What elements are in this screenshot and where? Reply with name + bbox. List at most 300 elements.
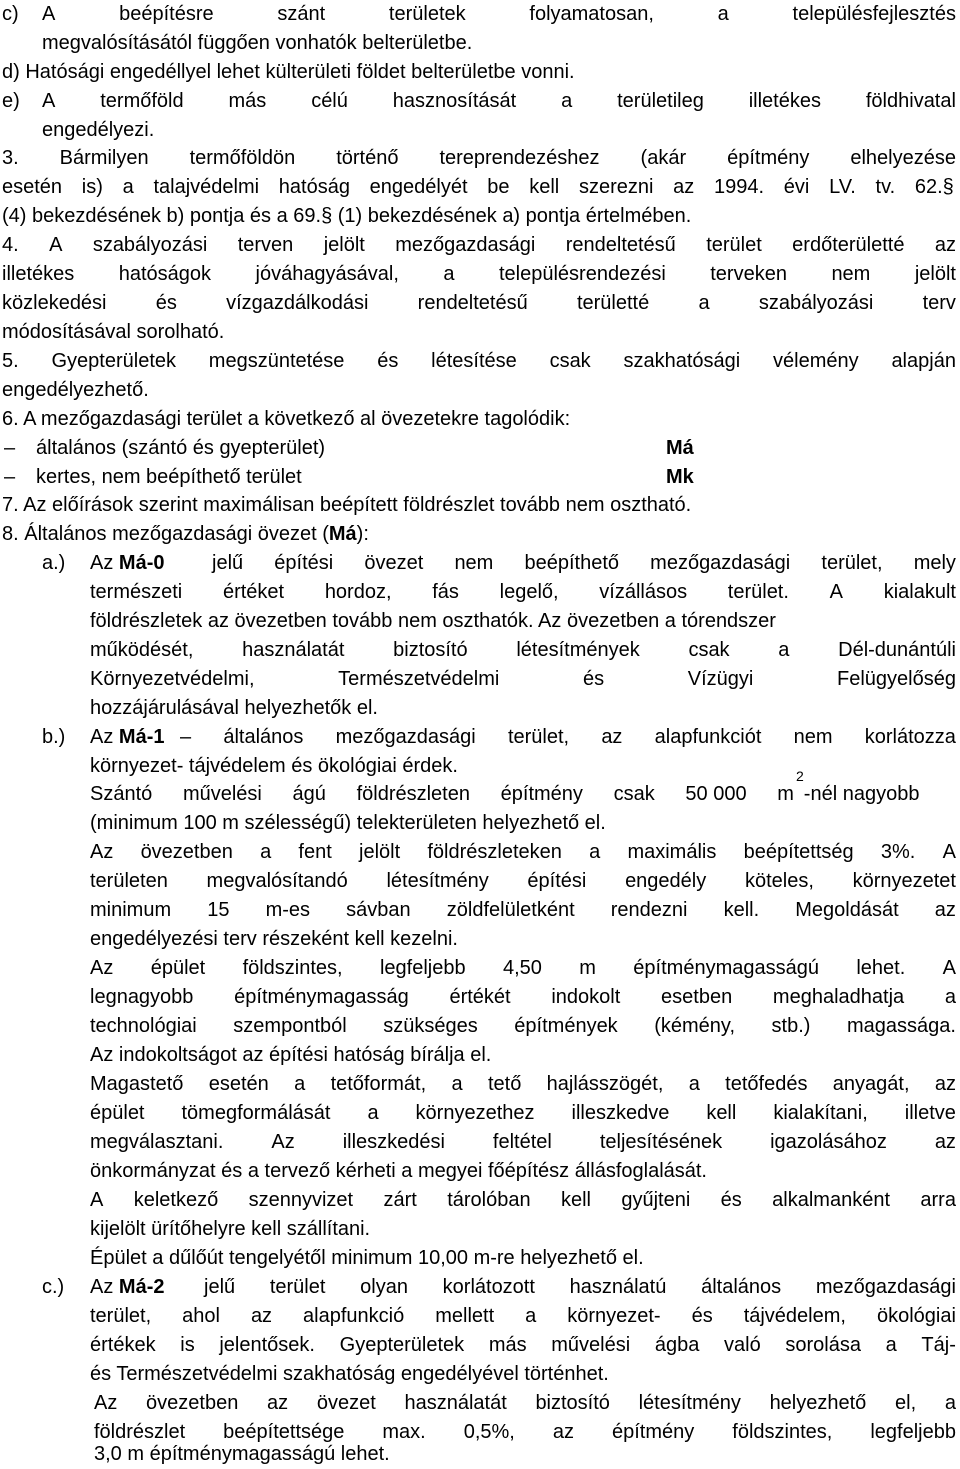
- word: jóváhagyásával,: [255, 263, 399, 285]
- text-line: módosításával sorolható.: [2, 321, 225, 343]
- word: terület,: [507, 726, 570, 748]
- word: hasznosítását: [392, 90, 517, 112]
- text-line: megvalósításától függően vonhatók belterületbe.: [42, 32, 473, 54]
- word: övezetben: [146, 1392, 239, 1414]
- justified-words: [2, 231, 956, 260]
- word: 3.: [2, 147, 19, 169]
- superscript: 2: [796, 768, 804, 784]
- word: más: [488, 1334, 527, 1356]
- word: mezőgazdasági: [650, 552, 791, 574]
- word: mezőgazdasági: [335, 726, 476, 748]
- word: 4.: [2, 234, 19, 256]
- word: terület,: [821, 552, 883, 574]
- word: lehet.: [856, 957, 906, 979]
- text-line: engedélyezhető.: [2, 379, 149, 401]
- word: az: [934, 899, 956, 921]
- word: a: [944, 1392, 956, 1414]
- word: szerezni: [578, 176, 654, 198]
- word: 15: [207, 899, 230, 921]
- justified-words: [2, 144, 956, 173]
- word: építmények: [514, 1015, 618, 1037]
- word: az: [934, 234, 956, 256]
- word: m: [579, 957, 596, 979]
- word: A: [42, 3, 56, 25]
- word: Felügyelőség: [836, 668, 956, 690]
- word: területen: [90, 870, 168, 892]
- justified-words: [90, 1186, 956, 1215]
- word: meghaladhatja: [772, 986, 905, 1008]
- word: jelölt: [359, 841, 401, 863]
- word: építési: [274, 552, 334, 574]
- text-line: [0, 838, 960, 867]
- word: LV.: [829, 176, 856, 198]
- word: A: [90, 1189, 104, 1211]
- word: Szántó: [90, 783, 153, 805]
- word: 50 000: [685, 783, 747, 805]
- text-line: [0, 0, 960, 29]
- justified-words: [2, 347, 956, 376]
- justified-words: [90, 867, 956, 896]
- word: engedélyét: [369, 176, 468, 198]
- word: megválasztani.: [90, 1131, 224, 1153]
- text-line: [0, 231, 960, 260]
- text-line: [0, 173, 960, 202]
- word: építési: [527, 870, 587, 892]
- word: földszintes,: [242, 957, 343, 979]
- word: max.: [382, 1421, 426, 1443]
- word: termőföldön: [189, 147, 296, 169]
- word: csak: [549, 350, 591, 372]
- word: jelű: [204, 1276, 236, 1298]
- word: 5.: [2, 350, 19, 372]
- word: csak: [688, 639, 730, 661]
- text-line: a.) Az Má-0 jelű építési övezet nem beépíthető mezőgazdasági terület, mely: [0, 549, 960, 578]
- word: legfeljebb: [379, 957, 466, 979]
- word: szánt: [277, 3, 326, 25]
- word: használatú: [569, 1276, 667, 1298]
- word: létesítése: [431, 350, 517, 372]
- word: vízgazdálkodási: [226, 292, 369, 314]
- word: igazolásához: [770, 1131, 887, 1153]
- word: földrészlet: [94, 1421, 186, 1443]
- word: létesítmény: [386, 870, 489, 892]
- word: a: [525, 1305, 537, 1327]
- word: ökológiai: [876, 1305, 956, 1327]
- word: övezetben: [140, 841, 233, 863]
- text-line: engedélyezi.: [42, 119, 155, 141]
- word: beépítésre: [119, 3, 214, 25]
- word: esetben: [661, 986, 733, 1008]
- text-line: környezet- tájvédelem és ökológiai érdek.: [90, 755, 458, 777]
- justified-words: [90, 1302, 956, 1331]
- word: szennyvizet: [248, 1189, 354, 1211]
- word: tömegformálását: [181, 1102, 331, 1124]
- dash-bullet: –: [4, 437, 16, 459]
- list-marker: c): [2, 3, 19, 25]
- word: erdőterületté: [792, 234, 905, 256]
- text-line: [0, 636, 960, 665]
- text-line: 6. A mezőgazdasági terület a következő al övezetekre tagolódik:: [2, 408, 571, 430]
- text-line: [0, 1331, 960, 1360]
- word: és: [582, 668, 605, 690]
- text-line: engedélyezési terv részeként kell kezelni.: [90, 928, 458, 950]
- word: 62.§: [914, 176, 954, 198]
- word: településfejlesztés: [792, 3, 956, 25]
- word: A: [942, 841, 956, 863]
- word: az: [673, 176, 695, 198]
- word: a: [443, 263, 455, 285]
- word: sorolása: [785, 1334, 861, 1356]
- word: folyamatosan,: [529, 3, 654, 25]
- word: vízállásos: [599, 581, 688, 603]
- text-line: 3,0 m építménymagasságú lehet.: [94, 1443, 390, 1465]
- justified-words: [42, 0, 956, 29]
- justified-words: [42, 87, 956, 116]
- text-line: [0, 867, 960, 896]
- word: tetőfedés: [725, 1073, 808, 1095]
- word: a: [885, 1334, 897, 1356]
- word: Környezetvédelmi,: [90, 668, 255, 690]
- word: terület: [269, 1276, 326, 1298]
- word: A: [829, 581, 843, 603]
- word: nem: [454, 552, 494, 574]
- word: (kémény,: [654, 1015, 735, 1037]
- word: létesítmények: [516, 639, 640, 661]
- word: közlekedési: [2, 292, 107, 314]
- word: környezethez: [415, 1102, 535, 1124]
- word: magassága.: [847, 1015, 956, 1037]
- text-line: [0, 347, 960, 376]
- word: terv: [922, 292, 956, 314]
- word: földrészleten: [356, 783, 470, 805]
- word: anyagát,: [832, 1073, 910, 1095]
- word: tető: [487, 1073, 522, 1095]
- word: nem: [793, 726, 833, 748]
- word: A: [49, 234, 63, 256]
- text-line: b.) Az Má-1 – általános mezőgazdasági terület, az alapfunkciót nem korlátozza: [0, 723, 960, 752]
- text-line: Épület a dűlőút tengelyétől minimum 10,00 m-re helyezhető el.: [90, 1247, 644, 1269]
- word: használatát: [404, 1392, 507, 1414]
- word: szükséges: [383, 1015, 478, 1037]
- word: a: [260, 841, 272, 863]
- word: illetve: [904, 1102, 956, 1124]
- text-line: [0, 260, 960, 289]
- word: kell: [706, 1102, 737, 1124]
- word: alapfunkció: [303, 1305, 405, 1327]
- justified-words: [90, 838, 956, 867]
- word: teljesítésének: [599, 1131, 723, 1153]
- word: elhelyezése: [850, 147, 956, 169]
- justified-words: [2, 173, 954, 202]
- text-line: [0, 1389, 960, 1418]
- justified-words: [2, 289, 956, 318]
- word: az: [267, 1392, 289, 1414]
- word: területek: [388, 3, 466, 25]
- text-line: [0, 1012, 960, 1041]
- list-marker: c.): [42, 1276, 65, 1298]
- word: művelési: [551, 1334, 631, 1356]
- word: a: [698, 292, 710, 314]
- word: a: [451, 1073, 463, 1095]
- word: jelölt: [323, 234, 365, 256]
- text-line: c.) Az Má-2 jelű terület olyan korlátozott használatú általános mezőgazdasági: [0, 1273, 960, 1302]
- word: környezet-: [567, 1305, 661, 1327]
- word: a: [717, 3, 729, 25]
- word: kialakítani,: [773, 1102, 868, 1124]
- justified-words: [90, 1331, 956, 1360]
- text-line: (minimum 100 m szélességű) telekterületen helyezhető el.: [90, 812, 606, 834]
- word: biztosító: [393, 639, 468, 661]
- word: be: [487, 176, 510, 198]
- word: vélemény: [773, 350, 859, 372]
- word: zárt: [383, 1189, 417, 1211]
- text-line: 7. Az előírások szerint maximálisan beépített földrészlet tovább nem osztható.: [2, 494, 692, 516]
- text-line: hozzájárulásával helyezhetők el.: [90, 697, 378, 719]
- justified-words: [94, 1389, 956, 1418]
- word: Az: [271, 1131, 295, 1153]
- justified-words: [90, 983, 956, 1012]
- justified-words: [90, 1099, 956, 1128]
- list-marker: e): [2, 90, 20, 112]
- word: Gyepterületek: [51, 350, 176, 372]
- word: mezőgazdasági: [395, 234, 536, 256]
- word: hordoz,: [324, 581, 392, 603]
- word: és: [691, 1305, 713, 1327]
- word: nem: [831, 263, 871, 285]
- word: szakhatósági: [623, 350, 741, 372]
- word: 3%.: [880, 841, 916, 863]
- word: a: [561, 90, 573, 112]
- word: földrészleteken: [427, 841, 562, 863]
- word: Vízügyi: [687, 668, 754, 690]
- word: beépíthető: [524, 552, 620, 574]
- word: Természetvédelmi: [338, 668, 500, 690]
- zone-row: – kertes, nem beépíthető terület Mk: [0, 463, 960, 492]
- word: zöldfelületként: [446, 899, 575, 921]
- word: építmény: [500, 783, 583, 805]
- word: terveken: [710, 263, 787, 285]
- text-line: [0, 289, 960, 318]
- word: történő: [336, 147, 399, 169]
- word: esetén: [208, 1073, 269, 1095]
- word: értékét: [449, 986, 511, 1008]
- word: terven: [237, 234, 294, 256]
- word: szabályozási: [92, 234, 208, 256]
- word: Gyepterületek: [339, 1334, 465, 1356]
- word: az: [250, 1305, 273, 1327]
- word: 0,5%,: [463, 1421, 515, 1443]
- word: talajvédelmi: [153, 176, 260, 198]
- word: mely: [913, 552, 956, 574]
- text-line: [0, 665, 960, 694]
- word: a: [589, 841, 601, 863]
- word: jelentősek.: [219, 1334, 315, 1356]
- text-line: [0, 954, 960, 983]
- word: keletkező: [133, 1189, 219, 1211]
- word: övezet: [316, 1392, 376, 1414]
- text-line: d) Hatósági engedéllyel lehet külterületi földet belterületbe vonni.: [2, 61, 575, 83]
- word: az: [934, 1131, 956, 1153]
- word: az: [934, 1073, 956, 1095]
- word: tv.: [875, 176, 896, 198]
- word: általános: [701, 1276, 782, 1298]
- word: legnagyobb: [90, 986, 194, 1008]
- word: stb.): [771, 1015, 811, 1037]
- word: korlátozza: [864, 726, 956, 748]
- word: engedély: [625, 870, 707, 892]
- dash-bullet: –: [4, 466, 16, 488]
- text-line: [0, 1099, 960, 1128]
- word: szabályozási: [758, 292, 874, 314]
- word: feltétel: [492, 1131, 552, 1153]
- word: terület,: [90, 1305, 152, 1327]
- word: területté: [576, 292, 650, 314]
- word: Magastető: [90, 1073, 184, 1095]
- word: épület: [150, 957, 206, 979]
- word: hatóságok: [118, 263, 212, 285]
- word: –: [180, 726, 192, 748]
- word: jelölt: [914, 263, 956, 285]
- word: működését,: [90, 639, 194, 661]
- word: földhivatal: [865, 90, 956, 112]
- word: megvalósítandó: [206, 870, 348, 892]
- word: rendeltetésű: [565, 234, 676, 256]
- text-line: [0, 983, 960, 1012]
- word: építménymagasságú: [633, 957, 819, 979]
- word: kell: [560, 1189, 591, 1211]
- word: tereprendezéshez: [439, 147, 600, 169]
- word: Táj-: [921, 1334, 956, 1356]
- text-line: Az indokoltságot az építési hatóság bírálja el.: [90, 1044, 492, 1066]
- justified-words: [90, 578, 956, 607]
- word: illeszkedve: [571, 1102, 670, 1124]
- word: kialakult: [883, 581, 956, 603]
- justified-words: [90, 1012, 956, 1041]
- word: a: [944, 986, 956, 1008]
- justified-words: [90, 954, 956, 983]
- word: hajlásszögét,: [546, 1073, 664, 1095]
- word: technológiai: [90, 1015, 197, 1037]
- zone-code: Mk: [666, 466, 694, 488]
- word: épület: [90, 1102, 145, 1124]
- word: illetékes: [748, 90, 821, 112]
- word: (akár: [640, 147, 687, 169]
- word: fás: [432, 581, 459, 603]
- justified-words: [90, 1070, 956, 1099]
- word: és: [155, 292, 177, 314]
- word: építmény: [727, 147, 810, 169]
- word: illeszkedési: [342, 1131, 445, 1153]
- text-line: [0, 1186, 960, 1215]
- word: természeti: [90, 581, 183, 603]
- list-marker: a.): [42, 552, 66, 574]
- word: ágú: [292, 783, 326, 805]
- word: rendezni: [610, 899, 688, 921]
- list-marker: b.): [42, 726, 66, 748]
- word: a: [294, 1073, 306, 1095]
- word: más: [228, 90, 267, 112]
- word: termőföld: [100, 90, 184, 112]
- word: ahol: [182, 1305, 220, 1327]
- word: m: [777, 783, 794, 805]
- word: jelű: [212, 552, 244, 574]
- word: mellett: [435, 1305, 495, 1327]
- word: évi: [783, 176, 810, 198]
- word: értékek: [90, 1334, 156, 1356]
- word: illetékes: [2, 263, 75, 285]
- text-line: (4) bekezdésének b) pontja és a 69.§ (1) bekezdésének a) pontja értelmében.: [2, 205, 692, 227]
- justified-words: [2, 260, 956, 289]
- word: maximális: [627, 841, 717, 863]
- word: terület: [706, 234, 762, 256]
- word: környezetet: [852, 870, 956, 892]
- text-line: és Természetvédelmi szakhatóság engedélyével történhet.: [90, 1363, 609, 1385]
- word: gyűjteni: [621, 1189, 691, 1211]
- word: fent: [298, 841, 332, 863]
- word: Dél-dunántúli: [838, 639, 956, 661]
- word: alkalmanként: [772, 1189, 891, 1211]
- word: kell.: [723, 899, 760, 921]
- word: földszintes,: [732, 1421, 833, 1443]
- word: olyan: [360, 1276, 408, 1298]
- word: arra: [920, 1189, 956, 1211]
- word: legfeljebb: [870, 1421, 956, 1443]
- text-line: [0, 1128, 960, 1157]
- text-line: [0, 578, 960, 607]
- text-line: Szántó művelési ágú földrészleten építmény csak 50 000 m $^2$-nél nagyobb: [0, 780, 960, 809]
- word: helyezhető: [769, 1392, 867, 1414]
- word: megszüntetése: [208, 350, 345, 372]
- text-line: kijelölt ürítőhelyre kell szállítani.: [90, 1218, 371, 1240]
- justified-words: [90, 636, 956, 665]
- justified-words: [90, 665, 956, 694]
- word: szempontból: [233, 1015, 347, 1037]
- word: célú: [311, 90, 348, 112]
- text-line: önkormányzat és a tervező kérheti a megyei főépítész állásfoglalását.: [90, 1160, 707, 1182]
- word: 1994.: [714, 176, 765, 198]
- word: ágba: [654, 1334, 700, 1356]
- word: építmény: [612, 1421, 695, 1443]
- word: való: [724, 1334, 761, 1356]
- text-line: [0, 144, 960, 173]
- justified-words: [212, 549, 956, 578]
- word: területileg: [617, 90, 704, 112]
- word: a: [122, 176, 134, 198]
- text-line: földrészletek az övezetben tovább nem oszthatók. Az övezetben a tórendszer: [90, 610, 776, 632]
- word: esetén: [2, 176, 63, 198]
- justified-words: [90, 896, 956, 925]
- word: terület.: [727, 581, 789, 603]
- word: köteles,: [744, 870, 814, 892]
- word: A: [42, 90, 56, 112]
- word: tárolóban: [447, 1189, 531, 1211]
- word: tájvédelem,: [743, 1305, 846, 1327]
- word: indokolt: [551, 986, 621, 1008]
- word: Bármilyen: [59, 147, 149, 169]
- section-heading: 8. Általános mezőgazdasági övezet (Má):: [2, 523, 369, 545]
- word: Az: [90, 957, 114, 979]
- word: és: [377, 350, 399, 372]
- justified-words: [180, 723, 956, 752]
- word: sávban: [346, 899, 411, 921]
- zone-row: – általános (szántó és gyepterület) Má: [0, 434, 960, 463]
- justified-words: [90, 780, 794, 809]
- word: is: [180, 1334, 195, 1356]
- word: értéket: [222, 581, 285, 603]
- word: övezet: [364, 552, 424, 574]
- word: építménymagasság: [234, 986, 409, 1008]
- word: létesítmény: [638, 1392, 741, 1414]
